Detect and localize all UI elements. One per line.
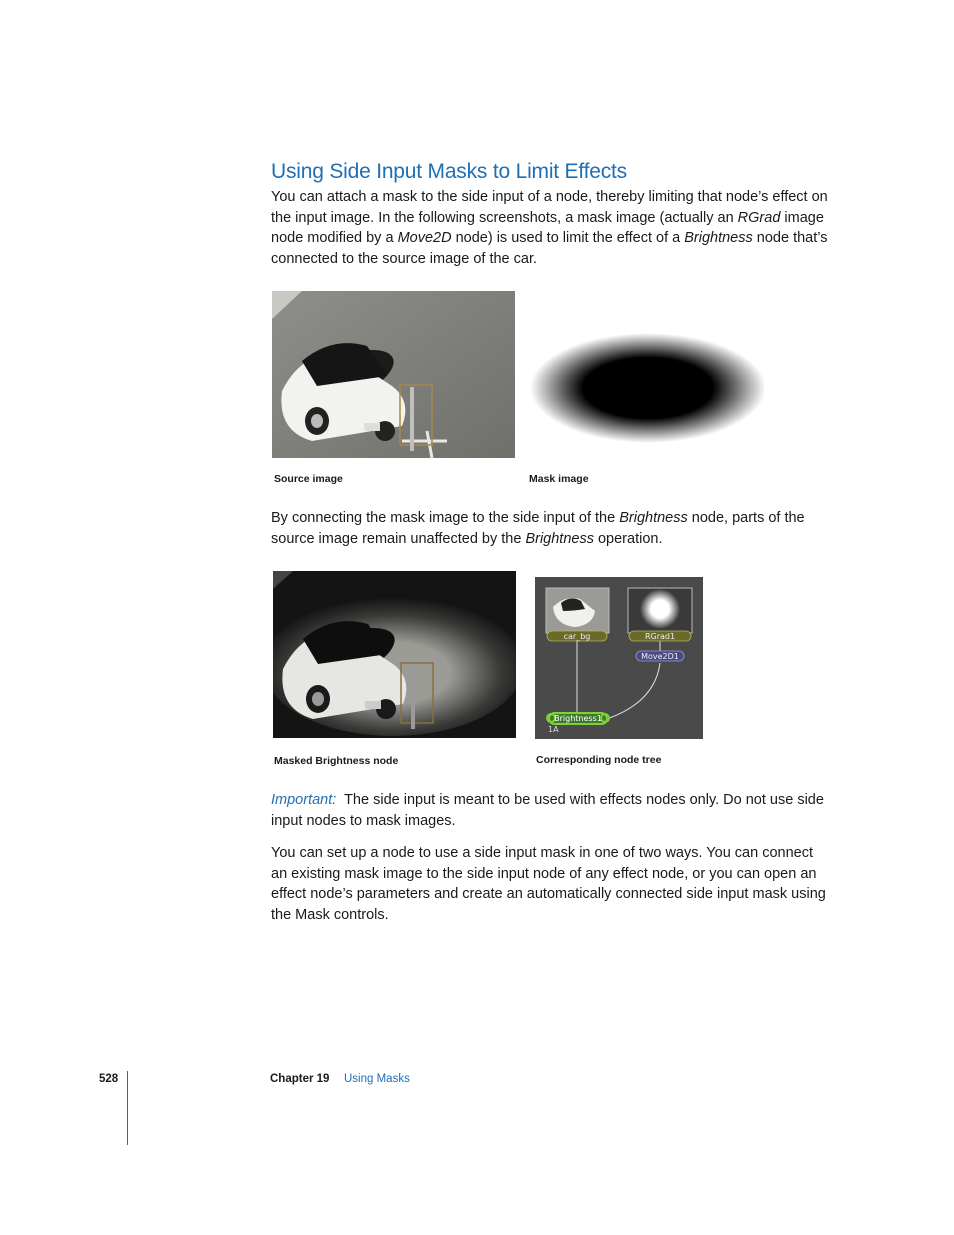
intro-paragraph: You can attach a mask to the side input of a node, thereby limiting that node’s effect on the input image. In the following screenshots, a mask image (actually an RGrad image node modified by a Move2D node) is used to limit the effect of a Brightness node that’s connected to the source image of the car. bbox=[271, 189, 828, 267]
node-rgrad: RGrad1 bbox=[644, 632, 676, 641]
source-image-caption: Source image bbox=[274, 473, 343, 485]
mask-image bbox=[531, 299, 764, 459]
footer-section-link[interactable]: Using Masks bbox=[344, 1073, 410, 1085]
footer-chapter: Chapter 19 bbox=[270, 1073, 330, 1085]
connecting-paragraph: By connecting the mask image to the side input of the Brightness node, parts of the source image remain unaffected by the Brightness operation. bbox=[271, 510, 805, 547]
important-note: Important: The side input is meant to be used with effects nodes only. Do not use side input nodes to mask images. bbox=[271, 792, 824, 829]
masked-brightness-caption: Masked Brightness node bbox=[274, 755, 399, 767]
important-label: Important: bbox=[271, 792, 337, 808]
node-move2d: Move2D1 bbox=[641, 652, 679, 661]
node-brightness: Brightness1 bbox=[554, 714, 602, 723]
page-title: Using Side Input Masks to Limit Effects bbox=[271, 160, 627, 183]
node-car-bg: car_bg bbox=[563, 632, 591, 641]
node-frame-label: 1A bbox=[548, 725, 559, 734]
mask-image-caption: Mask image bbox=[529, 473, 589, 485]
masked-brightness-image bbox=[273, 571, 516, 738]
node-tree-image bbox=[535, 577, 703, 739]
footer-divider bbox=[127, 1071, 128, 1145]
page-number: 528 bbox=[99, 1073, 119, 1085]
source-image bbox=[272, 291, 515, 458]
node-tree-caption: Corresponding node tree bbox=[536, 754, 662, 766]
setup-paragraph: You can set up a node to use a side input mask in one of two ways. You can connect an existing mask image to the side input node of any effect node, or you can open an effect node’s parameters and create an automatically connected side input mask using the Mask controls. bbox=[271, 845, 826, 923]
